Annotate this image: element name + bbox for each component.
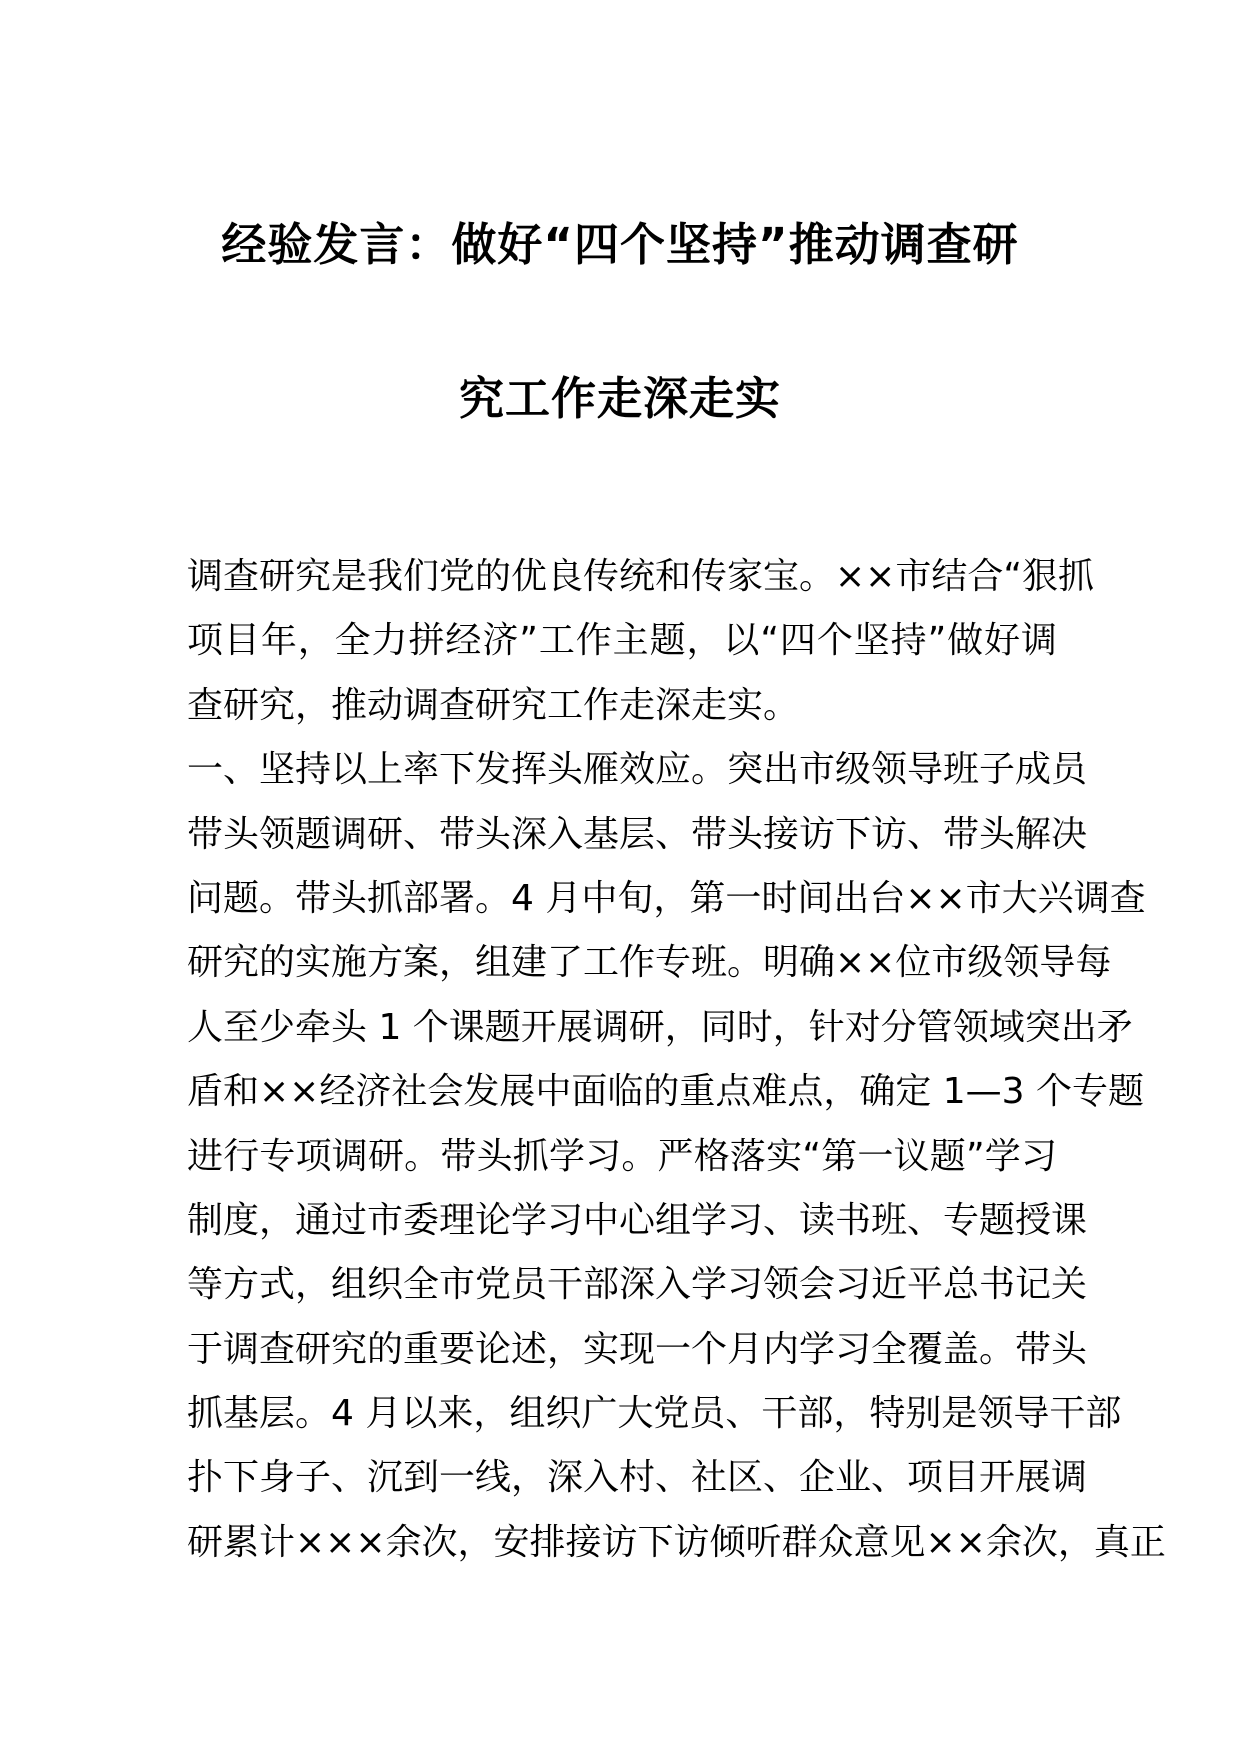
body-line: 进行专项调研。带头抓学习。严格落实“第一议题”学习: [187, 1135, 1057, 1177]
body-line: 扑下身子、沉到一线，深入村、社区、企业、项目开展调: [187, 1457, 1088, 1499]
body-line: 调查研究是我们党的优良传统和传家宝。××市结合“狠抓: [187, 556, 1094, 597]
body-line: 制度，通过市委理论学习中心组学习、读书班、专题授课: [187, 1199, 1088, 1241]
body-line: 带头领题调研、带头深入基层、带头接访下访、带头解决: [187, 813, 1088, 855]
body-line: 研究的实施方案，组建了工作专班。明确××位市级领导每: [187, 942, 1112, 984]
body-line: 查研究，推动调查研究工作走深走实。: [187, 684, 800, 726]
body-line: 研累计×××余次，安排接访下访倾听群众意见××余次，真正: [187, 1521, 1166, 1563]
body-line: 项目年，全力拼经济”工作主题，以“四个坚持”做好调: [187, 620, 1057, 662]
document-title-line-2: 究工作走深走实: [458, 372, 781, 425]
document-body: [187, 545, 1166, 1575]
body-line: 问题。带头抓部署。4 月中旬，第一时间出台××市大兴调查: [187, 877, 1146, 919]
body-line: 等方式，组织全市党员干部深入学习领会习近平总书记关: [187, 1264, 1088, 1306]
body-line: 盾和××经济社会发展中面临的重点难点，确定 1—3 个专题: [187, 1071, 1145, 1113]
body-line: 抓基层。4 月以来，组织广大党员、干部，特别是领导干部: [187, 1393, 1122, 1435]
body-line: 人至少牵头 1 个课题开展调研，同时，针对分管领域突出矛: [187, 1006, 1133, 1048]
document-title-line-1: 经验发言：做好“四个坚持”推动调查研: [221, 218, 1019, 271]
body-line: 一、坚持以上率下发挥头雁效应。突出市级领导班子成员: [187, 749, 1088, 791]
body-line: 于调查研究的重要论述，实现一个月内学习全覆盖。带头: [187, 1328, 1088, 1370]
